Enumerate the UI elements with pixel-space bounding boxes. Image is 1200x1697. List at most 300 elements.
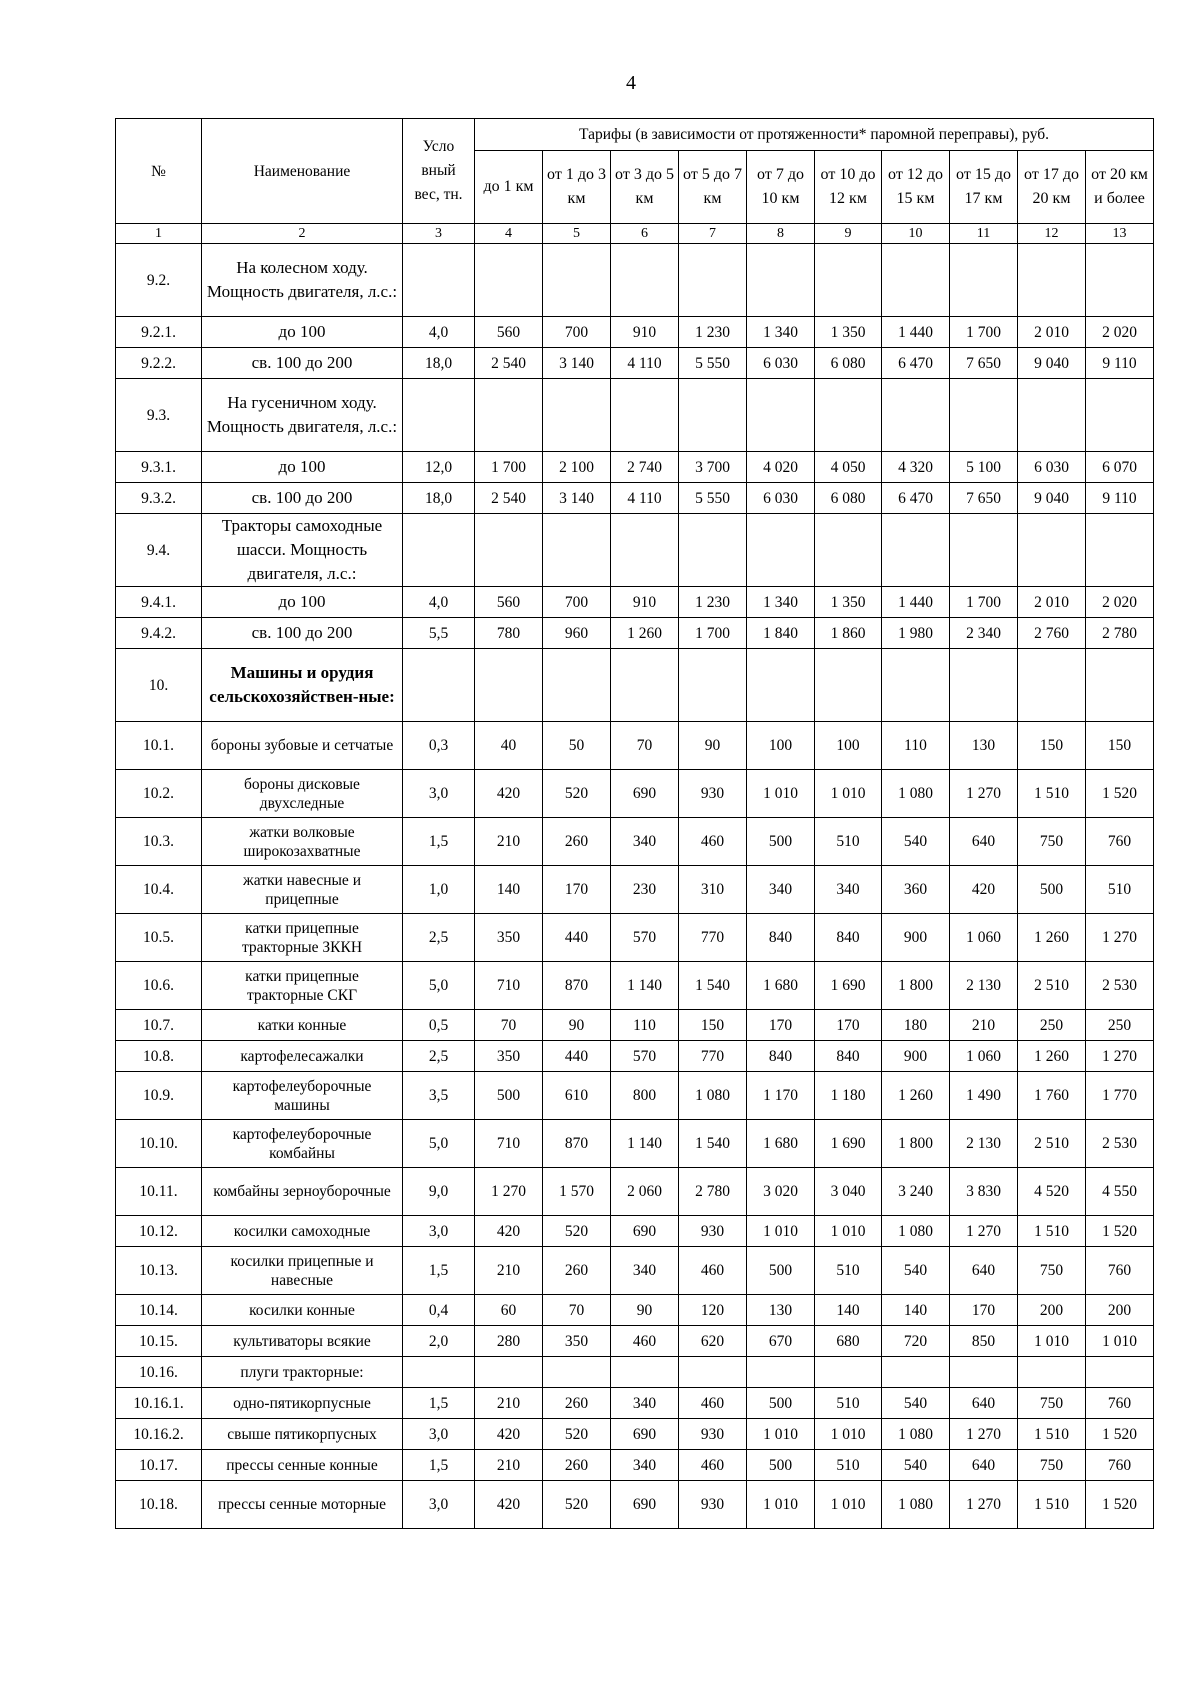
row-number: 10.17. <box>116 1450 202 1481</box>
row-weight: 1,5 <box>403 1388 475 1419</box>
tariff-cell: 500 <box>747 1388 815 1419</box>
tariff-cell <box>611 514 679 587</box>
page-number: 4 <box>626 72 636 94</box>
tariff-cell: 2 340 <box>950 618 1018 649</box>
tariff-cell <box>543 514 611 587</box>
tariff-cell: 3 240 <box>882 1168 950 1216</box>
tariff-cell: 180 <box>882 1010 950 1041</box>
tariff-cell: 3 140 <box>543 348 611 379</box>
tariff-cell: 1 700 <box>950 587 1018 618</box>
tariff-cell <box>950 514 1018 587</box>
tariff-cell: 520 <box>543 1481 611 1529</box>
tariff-cell: 2 020 <box>1086 587 1154 618</box>
tariff-cell: 1 510 <box>1018 770 1086 818</box>
header-tariffs: Тарифы (в зависимости от протяженности* паромной переправы), руб. <box>475 119 1154 151</box>
tariff-cell: 210 <box>950 1010 1018 1041</box>
tariff-cell: 340 <box>611 1450 679 1481</box>
tariff-cell: 3 830 <box>950 1168 1018 1216</box>
tariff-cell: 340 <box>611 818 679 866</box>
header-number: № <box>116 119 202 224</box>
tariff-cell: 1 010 <box>815 1419 882 1450</box>
column-number: 3 <box>403 224 475 244</box>
tariff-cell: 340 <box>611 1388 679 1419</box>
tariff-table <box>115 118 1154 1529</box>
tariff-cell: 50 <box>543 722 611 770</box>
tariff-cell <box>1086 244 1154 317</box>
row-number: 10.5. <box>116 914 202 962</box>
tariff-cell: 750 <box>1018 1388 1086 1419</box>
tariff-cell: 420 <box>475 770 543 818</box>
tariff-cell: 1 080 <box>882 1216 950 1247</box>
tariff-cell: 1 260 <box>1018 914 1086 962</box>
tariff-cell: 140 <box>882 1295 950 1326</box>
tariff-cell <box>611 649 679 722</box>
tariff-cell: 2 540 <box>475 483 543 514</box>
tariff-cell: 100 <box>747 722 815 770</box>
row-number: 10.16.2. <box>116 1419 202 1450</box>
row-name: На гусеничном ходу. Мощность двигателя, л.с.: <box>202 379 403 452</box>
table-row <box>116 244 1154 317</box>
row-name: прессы сенные конные <box>202 1450 403 1481</box>
row-name: св. 100 до 200 <box>202 348 403 379</box>
column-number: 6 <box>611 224 679 244</box>
tariff-cell: 70 <box>611 722 679 770</box>
tariff-cell: 3 040 <box>815 1168 882 1216</box>
row-name: жатки волковые широкозахватные <box>202 818 403 866</box>
tariff-cell: 760 <box>1086 818 1154 866</box>
tariff-cell <box>611 379 679 452</box>
tariff-cell <box>1086 379 1154 452</box>
tariff-cell: 1 680 <box>747 1120 815 1168</box>
row-name: бороны дисковые двухследные <box>202 770 403 818</box>
tariff-cell: 1 690 <box>815 962 882 1010</box>
tariff-cell: 120 <box>679 1295 747 1326</box>
tariff-cell: 2 530 <box>1086 962 1154 1010</box>
tariff-cell: 1 800 <box>882 962 950 1010</box>
header-name: Наименование <box>202 119 403 224</box>
tariff-cell: 340 <box>815 866 882 914</box>
table-row <box>116 1216 1154 1247</box>
row-name: до 100 <box>202 317 403 348</box>
header-range: от 7 до 10 км <box>747 151 815 224</box>
table-row <box>116 1010 1154 1041</box>
tariff-cell: 1 010 <box>1086 1326 1154 1357</box>
tariff-cell: 930 <box>679 1419 747 1450</box>
row-weight: 5,5 <box>403 618 475 649</box>
row-number: 10.16. <box>116 1357 202 1388</box>
tariff-cell: 1 060 <box>950 914 1018 962</box>
row-name: жатки навесные и прицепные <box>202 866 403 914</box>
header-range: от 1 до 3 км <box>543 151 611 224</box>
tariff-cell <box>882 649 950 722</box>
tariff-cell: 1 180 <box>815 1072 882 1120</box>
tariff-cell: 1 350 <box>815 317 882 348</box>
tariff-cell <box>679 1357 747 1388</box>
tariff-cell <box>747 514 815 587</box>
row-number: 10.2. <box>116 770 202 818</box>
tariff-cell: 110 <box>611 1010 679 1041</box>
tariff-cell: 1 860 <box>815 618 882 649</box>
tariff-cell <box>543 379 611 452</box>
row-weight: 0,3 <box>403 722 475 770</box>
tariff-cell: 6 070 <box>1086 452 1154 483</box>
tariff-cell <box>475 649 543 722</box>
tariff-cell: 910 <box>611 587 679 618</box>
row-name: картофелеуборочные машины <box>202 1072 403 1120</box>
tariff-cell: 500 <box>747 1450 815 1481</box>
tariff-cell: 1 760 <box>1018 1072 1086 1120</box>
tariff-cell: 1 270 <box>950 1481 1018 1529</box>
table-row <box>116 348 1154 379</box>
tariff-cell: 5 550 <box>679 348 747 379</box>
row-weight: 1,0 <box>403 866 475 914</box>
tariff-cell: 170 <box>747 1010 815 1041</box>
tariff-cell <box>747 244 815 317</box>
column-number: 5 <box>543 224 611 244</box>
tariff-cell: 200 <box>1086 1295 1154 1326</box>
row-weight: 12,0 <box>403 452 475 483</box>
tariff-cell: 500 <box>747 818 815 866</box>
row-weight <box>403 649 475 722</box>
tariff-cell: 1 230 <box>679 587 747 618</box>
tariff-cell: 150 <box>1018 722 1086 770</box>
row-name: косилки конные <box>202 1295 403 1326</box>
tariff-cell: 570 <box>611 1041 679 1072</box>
tariff-cell: 930 <box>679 770 747 818</box>
tariff-cell: 870 <box>543 1120 611 1168</box>
tariff-cell: 2 100 <box>543 452 611 483</box>
tariff-cell: 3 020 <box>747 1168 815 1216</box>
column-number: 9 <box>815 224 882 244</box>
tariff-cell: 1 440 <box>882 317 950 348</box>
tariff-cell <box>950 649 1018 722</box>
tariff-cell <box>475 244 543 317</box>
tariff-cell <box>475 1357 543 1388</box>
row-number: 10.4. <box>116 866 202 914</box>
tariff-cell: 520 <box>543 770 611 818</box>
tariff-cell: 560 <box>475 317 543 348</box>
tariff-cell: 9 110 <box>1086 483 1154 514</box>
tariff-cell: 260 <box>543 1450 611 1481</box>
tariff-cell: 910 <box>611 317 679 348</box>
header-range: от 3 до 5 км <box>611 151 679 224</box>
tariff-cell: 2 010 <box>1018 587 1086 618</box>
tariff-cell: 840 <box>815 1041 882 1072</box>
tariff-cell: 960 <box>543 618 611 649</box>
tariff-cell: 1 230 <box>679 317 747 348</box>
row-name: картофелеуборочные комбайны <box>202 1120 403 1168</box>
tariff-cell: 1 270 <box>1086 1041 1154 1072</box>
tariff-cell: 440 <box>543 1041 611 1072</box>
row-weight <box>403 1357 475 1388</box>
tariff-cell: 800 <box>611 1072 679 1120</box>
table-row <box>116 514 1154 587</box>
tariff-cell: 1 010 <box>815 1216 882 1247</box>
tariff-cell: 9 040 <box>1018 348 1086 379</box>
table-row <box>116 914 1154 962</box>
tariff-cell: 1 270 <box>1086 914 1154 962</box>
tariff-cell: 710 <box>475 962 543 1010</box>
table-row <box>116 587 1154 618</box>
tariff-cell: 350 <box>475 1041 543 1072</box>
row-weight <box>403 379 475 452</box>
tariff-cell: 210 <box>475 1388 543 1419</box>
row-number: 9.2.2. <box>116 348 202 379</box>
row-number: 9.2.1. <box>116 317 202 348</box>
row-weight: 2,0 <box>403 1326 475 1357</box>
table-row <box>116 1326 1154 1357</box>
tariff-cell: 930 <box>679 1216 747 1247</box>
header-range: от 12 до 15 км <box>882 151 950 224</box>
tariff-cell: 500 <box>1018 866 1086 914</box>
tariff-cell: 250 <box>1018 1010 1086 1041</box>
row-number: 10.9. <box>116 1072 202 1120</box>
tariff-cell: 710 <box>475 1120 543 1168</box>
tariff-cell: 260 <box>543 818 611 866</box>
row-name: прессы сенные моторные <box>202 1481 403 1529</box>
tariff-cell: 150 <box>679 1010 747 1041</box>
tariff-cell: 210 <box>475 818 543 866</box>
tariff-cell: 540 <box>882 818 950 866</box>
tariff-cell: 6 030 <box>1018 452 1086 483</box>
row-number: 10.7. <box>116 1010 202 1041</box>
tariff-cell: 1 340 <box>747 587 815 618</box>
row-name: катки конные <box>202 1010 403 1041</box>
row-name: Тракторы самоходные шасси. Мощность двигателя, л.с.: <box>202 514 403 587</box>
tariff-cell: 6 030 <box>747 348 815 379</box>
tariff-cell: 2 060 <box>611 1168 679 1216</box>
tariff-cell: 420 <box>475 1419 543 1450</box>
row-name: св. 100 до 200 <box>202 483 403 514</box>
table-row <box>116 1247 1154 1295</box>
tariff-cell: 140 <box>475 866 543 914</box>
tariff-cell: 640 <box>950 1247 1018 1295</box>
tariff-cell <box>475 514 543 587</box>
row-name: косилки самоходные <box>202 1216 403 1247</box>
tariff-cell: 900 <box>882 914 950 962</box>
tariff-cell: 9 040 <box>1018 483 1086 514</box>
header-weight: Усло вный вес, тн. <box>403 119 475 224</box>
row-number: 10.1. <box>116 722 202 770</box>
tariff-cell: 310 <box>679 866 747 914</box>
tariff-cell: 1 080 <box>679 1072 747 1120</box>
tariff-cell <box>543 1357 611 1388</box>
tariff-cell: 900 <box>882 1041 950 1072</box>
tariff-cell: 4 320 <box>882 452 950 483</box>
row-name: культиваторы всякие <box>202 1326 403 1357</box>
row-number: 10.10. <box>116 1120 202 1168</box>
row-weight: 4,0 <box>403 587 475 618</box>
tariff-cell: 2 010 <box>1018 317 1086 348</box>
tariff-cell: 60 <box>475 1295 543 1326</box>
header-range: от 17 до 20 км <box>1018 151 1086 224</box>
tariff-cell: 460 <box>679 818 747 866</box>
table-row <box>116 1357 1154 1388</box>
tariff-cell: 420 <box>950 866 1018 914</box>
tariff-cell: 130 <box>747 1295 815 1326</box>
table-row <box>116 1120 1154 1168</box>
tariff-cell: 6 470 <box>882 483 950 514</box>
tariff-cell: 6 470 <box>882 348 950 379</box>
tariff-cell: 6 030 <box>747 483 815 514</box>
row-number: 9.3. <box>116 379 202 452</box>
tariff-cell: 840 <box>815 914 882 962</box>
table-row <box>116 1041 1154 1072</box>
tariff-cell: 680 <box>815 1326 882 1357</box>
row-number: 10.16.1. <box>116 1388 202 1419</box>
row-number: 9.4.2. <box>116 618 202 649</box>
tariff-cell: 1 140 <box>611 1120 679 1168</box>
tariff-cell: 1 270 <box>950 1419 1018 1450</box>
row-weight: 2,5 <box>403 1041 475 1072</box>
table-row <box>116 962 1154 1010</box>
row-weight: 0,5 <box>403 1010 475 1041</box>
tariff-cell: 1 010 <box>747 1216 815 1247</box>
tariff-cell: 2 130 <box>950 1120 1018 1168</box>
tariff-cell: 2 510 <box>1018 962 1086 1010</box>
tariff-cell: 510 <box>1086 866 1154 914</box>
table-row <box>116 452 1154 483</box>
tariff-cell: 1 340 <box>747 317 815 348</box>
tariff-cell: 640 <box>950 1450 1018 1481</box>
tariff-cell: 2 780 <box>1086 618 1154 649</box>
tariff-cell: 340 <box>747 866 815 914</box>
tariff-cell <box>747 649 815 722</box>
tariff-cell: 690 <box>611 1419 679 1450</box>
tariff-cell <box>679 244 747 317</box>
tariff-cell <box>1018 514 1086 587</box>
table-row <box>116 649 1154 722</box>
row-name: одно-пятикорпусные <box>202 1388 403 1419</box>
row-weight: 3,0 <box>403 770 475 818</box>
tariff-cell: 720 <box>882 1326 950 1357</box>
row-number: 9.4. <box>116 514 202 587</box>
row-name: Машины и орудия сельскохозяйствен-ные: <box>202 649 403 722</box>
tariff-cell: 9 110 <box>1086 348 1154 379</box>
table-row <box>116 618 1154 649</box>
tariff-cell: 1 080 <box>882 1419 950 1450</box>
tariff-cell: 360 <box>882 866 950 914</box>
table-row <box>116 379 1154 452</box>
row-name: до 100 <box>202 587 403 618</box>
row-weight: 3,5 <box>403 1072 475 1120</box>
tariff-cell <box>882 514 950 587</box>
tariff-cell: 6 080 <box>815 483 882 514</box>
tariff-cell <box>611 1357 679 1388</box>
tariff-cell: 1 490 <box>950 1072 1018 1120</box>
tariff-cell: 1 520 <box>1086 770 1154 818</box>
row-number: 10.18. <box>116 1481 202 1529</box>
tariff-cell <box>1086 649 1154 722</box>
row-number: 10.8. <box>116 1041 202 1072</box>
tariff-cell: 1 170 <box>747 1072 815 1120</box>
tariff-cell: 750 <box>1018 818 1086 866</box>
tariff-cell: 4 110 <box>611 483 679 514</box>
tariff-cell <box>815 379 882 452</box>
row-name: св. 100 до 200 <box>202 618 403 649</box>
tariff-cell: 1 700 <box>679 618 747 649</box>
header-range: от 20 км и более <box>1086 151 1154 224</box>
tariff-cell: 1 080 <box>882 770 950 818</box>
tariff-cell: 1 010 <box>747 1419 815 1450</box>
tariff-cell: 4 550 <box>1086 1168 1154 1216</box>
tariff-cell: 200 <box>1018 1295 1086 1326</box>
tariff-cell <box>815 244 882 317</box>
tariff-cell: 1 260 <box>1018 1041 1086 1072</box>
tariff-cell: 130 <box>950 722 1018 770</box>
row-name: комбайны зерноуборочные <box>202 1168 403 1216</box>
tariff-cell: 70 <box>543 1295 611 1326</box>
tariff-cell <box>1018 244 1086 317</box>
tariff-cell: 460 <box>611 1326 679 1357</box>
tariff-cell: 1 270 <box>475 1168 543 1216</box>
table-row <box>116 1481 1154 1529</box>
tariff-cell <box>543 244 611 317</box>
tariff-cell <box>815 649 882 722</box>
row-number: 10.15. <box>116 1326 202 1357</box>
tariff-cell: 1 270 <box>950 1216 1018 1247</box>
tariff-cell: 510 <box>815 818 882 866</box>
tariff-cell: 210 <box>475 1247 543 1295</box>
tariff-cell: 2 740 <box>611 452 679 483</box>
tariff-cell: 1 140 <box>611 962 679 1010</box>
tariff-cell <box>679 649 747 722</box>
table-row <box>116 770 1154 818</box>
tariff-cell <box>815 514 882 587</box>
tariff-cell: 610 <box>543 1072 611 1120</box>
table-row <box>116 1419 1154 1450</box>
column-number: 11 <box>950 224 1018 244</box>
tariff-cell: 90 <box>543 1010 611 1041</box>
tariff-cell: 850 <box>950 1326 1018 1357</box>
row-number: 10.13. <box>116 1247 202 1295</box>
tariff-cell: 1 800 <box>882 1120 950 1168</box>
column-number: 13 <box>1086 224 1154 244</box>
tariff-cell: 170 <box>950 1295 1018 1326</box>
tariff-cell: 760 <box>1086 1247 1154 1295</box>
tariff-cell: 210 <box>475 1450 543 1481</box>
tariff-cell: 170 <box>543 866 611 914</box>
tariff-cell: 460 <box>679 1388 747 1419</box>
row-name: катки прицепные тракторные ЗККН <box>202 914 403 962</box>
tariff-cell: 90 <box>611 1295 679 1326</box>
tariff-cell: 2 020 <box>1086 317 1154 348</box>
tariff-cell: 1 510 <box>1018 1216 1086 1247</box>
row-weight: 2,5 <box>403 914 475 962</box>
table-row <box>116 1072 1154 1120</box>
tariff-cell: 7 650 <box>950 348 1018 379</box>
tariff-cell: 770 <box>679 914 747 962</box>
column-number: 10 <box>882 224 950 244</box>
tariff-cell: 690 <box>611 770 679 818</box>
tariff-cell: 1 700 <box>950 317 1018 348</box>
row-number: 10.12. <box>116 1216 202 1247</box>
table-row <box>116 1388 1154 1419</box>
row-weight: 4,0 <box>403 317 475 348</box>
row-weight: 3,0 <box>403 1419 475 1450</box>
column-number: 4 <box>475 224 543 244</box>
table-row <box>116 722 1154 770</box>
row-name: катки прицепные тракторные СКГ <box>202 962 403 1010</box>
column-number: 8 <box>747 224 815 244</box>
tariff-cell <box>950 244 1018 317</box>
header-range: от 5 до 7 км <box>679 151 747 224</box>
row-weight: 5,0 <box>403 962 475 1010</box>
tariff-cell: 1 010 <box>747 770 815 818</box>
tariff-cell <box>815 1357 882 1388</box>
row-weight: 3,0 <box>403 1481 475 1529</box>
tariff-cell: 460 <box>679 1450 747 1481</box>
